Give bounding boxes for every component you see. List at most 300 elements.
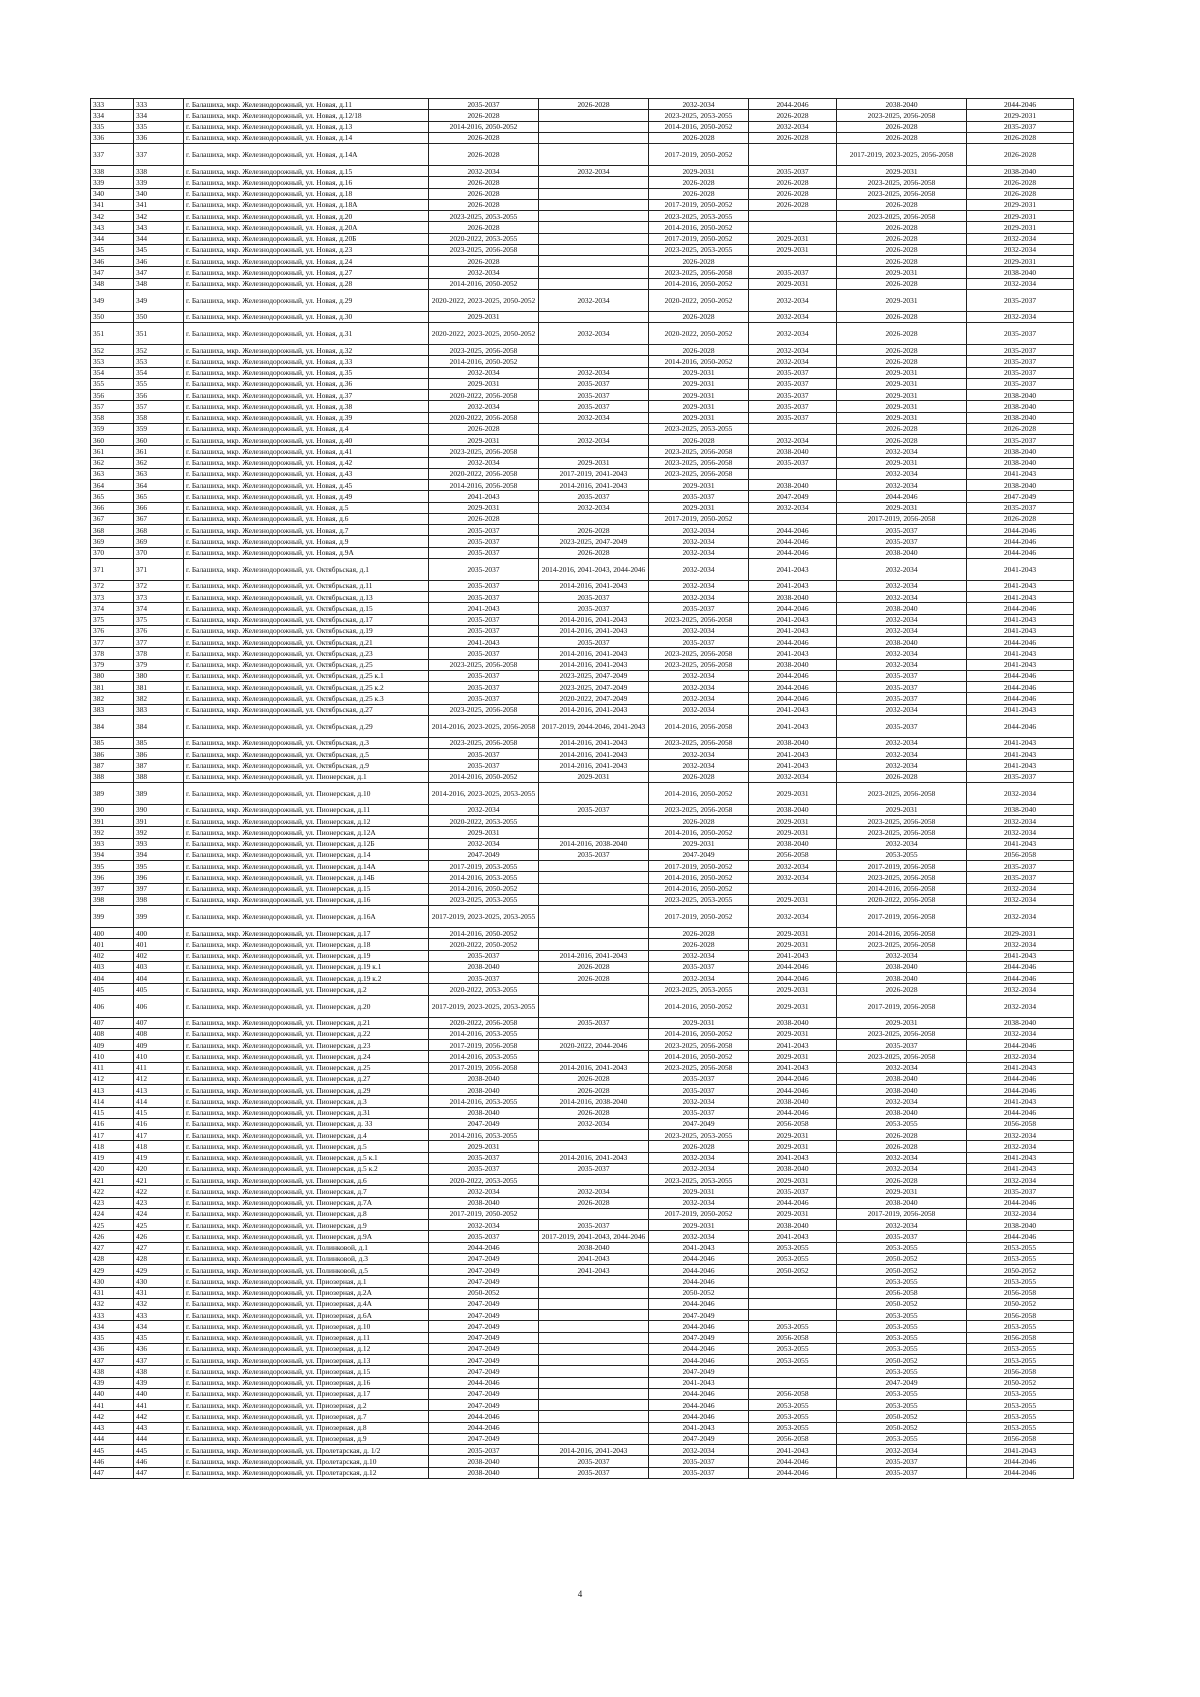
address-cell: г. Балашиха, мкр. Железнодорожный, ул. Новая, д.45 [184, 480, 429, 491]
period-6-cell: 2041-2043 [967, 760, 1074, 771]
row-number-cell: 445 [91, 1445, 134, 1456]
period-5-cell: 2026-2028 [837, 1141, 967, 1152]
house-number-cell: 392 [134, 827, 184, 838]
period-2-cell: 2014-2016, 2038-2040 [539, 838, 649, 849]
period-3-cell: 2044-2046 [649, 1411, 749, 1422]
period-5-cell: 2023-2025, 2056-2058 [837, 177, 967, 188]
table-row [91, 1467, 1074, 1478]
period-1-cell: 2017-2019, 2023-2025, 2053-2055 [429, 906, 539, 928]
period-5-cell: 2026-2028 [837, 423, 967, 434]
house-number-cell: 408 [134, 1028, 184, 1039]
period-1-cell: 2029-2031 [429, 311, 539, 322]
period-2-cell: 2035-2037 [539, 491, 649, 502]
row-number-cell: 372 [91, 580, 134, 591]
page-number: 4 [577, 1589, 583, 1599]
period-5-cell: 2023-2025, 2056-2058 [837, 782, 967, 804]
period-2-cell: 2032-2034 [539, 1186, 649, 1197]
period-6-cell: 2041-2043 [967, 580, 1074, 591]
period-3-cell: 2023-2025, 2056-2058 [649, 614, 749, 625]
address-cell: г. Балашиха, мкр. Железнодорожный, ул. Приозерная, д.6А [184, 1310, 429, 1321]
period-3-cell: 2014-2016, 2050-2052 [649, 121, 749, 132]
period-2-cell: 2017-2019, 2041-2043 [539, 468, 649, 479]
period-3-cell: 2023-2025, 2056-2058 [649, 659, 749, 670]
period-2-cell [539, 827, 649, 838]
table-row [91, 737, 1074, 748]
period-3-cell: 2044-2046 [649, 1400, 749, 1411]
period-2-cell [539, 861, 649, 872]
row-number-cell: 352 [91, 345, 134, 356]
period-5-cell: 2029-2031 [837, 412, 967, 423]
address-cell: г. Балашиха, мкр. Железнодорожный, ул. Октябрьская, д.17 [184, 614, 429, 625]
period-2-cell [539, 1411, 649, 1422]
house-number-cell: 374 [134, 603, 184, 614]
table-row [91, 188, 1074, 199]
period-4-cell: 2026-2028 [749, 177, 837, 188]
house-number-cell: 339 [134, 177, 184, 188]
period-5-cell: 2038-2040 [837, 961, 967, 972]
row-number-cell: 334 [91, 110, 134, 121]
table-row [91, 121, 1074, 132]
period-1-cell: 2032-2034 [429, 838, 539, 849]
house-number-cell: 407 [134, 1017, 184, 1028]
house-number-cell: 367 [134, 513, 184, 524]
period-3-cell: 2032-2034 [649, 625, 749, 636]
period-3-cell: 2026-2028 [649, 435, 749, 446]
period-1-cell: 2035-2037 [429, 1163, 539, 1174]
period-3-cell: 2014-2016, 2050-2052 [649, 278, 749, 289]
address-cell: г. Балашиха, мкр. Железнодорожный, ул. Пионерская, д.11 [184, 804, 429, 815]
period-4-cell [749, 144, 837, 166]
row-number-cell: 433 [91, 1310, 134, 1321]
period-6-cell: 2056-2058 [967, 1366, 1074, 1377]
period-6-cell: 2041-2043 [967, 648, 1074, 659]
address-cell: г. Балашиха, мкр. Железнодорожный, ул. Новая, д.23 [184, 244, 429, 255]
period-3-cell: 2020-2022, 2050-2052 [649, 289, 749, 311]
period-3-cell: 2029-2031 [649, 412, 749, 423]
period-5-cell: 2017-2019, 2023-2025, 2056-2058 [837, 144, 967, 166]
period-2-cell: 2035-2037 [539, 1220, 649, 1231]
period-2-cell: 2029-2031 [539, 771, 649, 782]
period-2-cell: 2026-2028 [539, 1197, 649, 1208]
period-3-cell: 2032-2034 [649, 950, 749, 961]
row-number-cell: 368 [91, 525, 134, 536]
period-4-cell: 2032-2034 [749, 502, 837, 513]
period-6-cell: 2035-2037 [967, 345, 1074, 356]
house-number-cell: 335 [134, 121, 184, 132]
period-5-cell: 2029-2031 [837, 166, 967, 177]
table-row [91, 1175, 1074, 1186]
period-3-cell: 2032-2034 [649, 1445, 749, 1456]
period-2-cell: 2014-2016, 2041-2043 [539, 950, 649, 961]
period-1-cell: 2047-2049 [429, 1298, 539, 1309]
period-2-cell: 2032-2034 [539, 412, 649, 423]
period-1-cell: 2038-2040 [429, 1467, 539, 1478]
period-3-cell: 2044-2046 [649, 1388, 749, 1399]
period-4-cell: 2029-2031 [749, 816, 837, 827]
row-number-cell: 340 [91, 188, 134, 199]
period-2-cell [539, 110, 649, 121]
address-cell: г. Балашиха, мкр. Железнодорожный, ул. Приозерная, д.4А [184, 1298, 429, 1309]
period-1-cell: 2047-2049 [429, 1355, 539, 1366]
address-cell: г. Балашиха, мкр. Железнодорожный, ул. Новая, д.27 [184, 267, 429, 278]
period-5-cell: 2038-2040 [837, 637, 967, 648]
period-1-cell: 2032-2034 [429, 367, 539, 378]
table-row [91, 592, 1074, 603]
period-4-cell: 2053-2055 [749, 1343, 837, 1354]
period-1-cell: 2023-2025, 2056-2058 [429, 659, 539, 670]
period-6-cell: 2026-2028 [967, 132, 1074, 143]
period-5-cell: 2056-2058 [837, 1287, 967, 1298]
period-6-cell: 2044-2046 [967, 525, 1074, 536]
period-1-cell: 2035-2037 [429, 1231, 539, 1242]
period-1-cell: 2014-2016, 2050-2052 [429, 278, 539, 289]
period-1-cell: 2014-2016, 2050-2052 [429, 771, 539, 782]
house-number-cell: 353 [134, 356, 184, 367]
house-number-cell: 399 [134, 906, 184, 928]
period-1-cell: 2032-2034 [429, 1186, 539, 1197]
row-number-cell: 439 [91, 1377, 134, 1388]
period-2-cell: 2014-2016, 2041-2043 [539, 1062, 649, 1073]
table-row [91, 423, 1074, 434]
period-3-cell: 2029-2031 [649, 1186, 749, 1197]
table-row [91, 1253, 1074, 1264]
period-3-cell: 2032-2034 [649, 682, 749, 693]
address-cell: г. Балашиха, мкр. Железнодорожный, ул. Новая, д.40 [184, 435, 429, 446]
period-5-cell: 2026-2028 [837, 323, 967, 345]
row-number-cell: 401 [91, 939, 134, 950]
period-3-cell: 2044-2046 [649, 1276, 749, 1287]
house-number-cell: 346 [134, 256, 184, 267]
house-number-cell: 416 [134, 1118, 184, 1129]
period-4-cell: 2038-2040 [749, 737, 837, 748]
house-number-cell: 354 [134, 367, 184, 378]
period-3-cell: 2041-2043 [649, 1242, 749, 1253]
period-3-cell: 2026-2028 [649, 939, 749, 950]
address-cell: г. Балашиха, мкр. Железнодорожный, ул. Октябрьская, д.11 [184, 580, 429, 591]
row-number-cell: 364 [91, 480, 134, 491]
row-number-cell: 345 [91, 244, 134, 255]
table-row [91, 166, 1074, 177]
row-number-cell: 428 [91, 1253, 134, 1264]
period-4-cell: 2053-2055 [749, 1321, 837, 1332]
row-number-cell: 357 [91, 401, 134, 412]
period-4-cell [749, 513, 837, 524]
period-3-cell: 2023-2025, 2053-2055 [649, 244, 749, 255]
period-3-cell: 2023-2025, 2056-2058 [649, 457, 749, 468]
address-cell: г. Балашиха, мкр. Железнодорожный, ул. Октябрьская, д.13 [184, 592, 429, 603]
period-6-cell: 2041-2043 [967, 659, 1074, 670]
period-2-cell [539, 1366, 649, 1377]
table-row [91, 659, 1074, 670]
row-number-cell: 359 [91, 423, 134, 434]
period-2-cell: 2026-2028 [539, 525, 649, 536]
period-4-cell [749, 211, 837, 222]
period-3-cell: 2035-2037 [649, 1467, 749, 1478]
house-number-cell: 393 [134, 838, 184, 849]
period-4-cell: 2041-2043 [749, 648, 837, 659]
period-1-cell: 2035-2037 [429, 648, 539, 659]
period-5-cell: 2023-2025, 2056-2058 [837, 1028, 967, 1039]
period-2-cell: 2026-2028 [539, 99, 649, 110]
house-number-cell: 377 [134, 637, 184, 648]
period-4-cell [749, 256, 837, 267]
period-4-cell [749, 883, 837, 894]
house-number-cell: 375 [134, 614, 184, 625]
period-6-cell: 2053-2055 [967, 1242, 1074, 1253]
period-2-cell [539, 446, 649, 457]
house-number-cell: 369 [134, 536, 184, 547]
period-4-cell: 2026-2028 [749, 188, 837, 199]
period-4-cell: 2038-2040 [749, 659, 837, 670]
row-number-cell: 394 [91, 849, 134, 860]
row-number-cell: 404 [91, 973, 134, 984]
address-cell: г. Балашиха, мкр. Железнодорожный, ул. Новая, д.49 [184, 491, 429, 502]
period-6-cell: 2056-2058 [967, 1332, 1074, 1343]
table-row [91, 222, 1074, 233]
address-cell: г. Балашиха, мкр. Железнодорожный, ул. Приозерная, д.12 [184, 1343, 429, 1354]
period-3-cell: 2023-2025, 2053-2055 [649, 1130, 749, 1141]
house-number-cell: 413 [134, 1085, 184, 1096]
house-number-cell: 350 [134, 311, 184, 322]
period-5-cell: 2026-2028 [837, 311, 967, 322]
address-cell: г. Балашиха, мкр. Железнодорожный, ул. Новая, д.37 [184, 390, 429, 401]
address-cell: г. Балашиха, мкр. Железнодорожный, ул. Пионерская, д.17 [184, 928, 429, 939]
period-2-cell: 2035-2037 [539, 1467, 649, 1478]
table-row [91, 580, 1074, 591]
period-3-cell: 2044-2046 [649, 1298, 749, 1309]
period-6-cell: 2053-2055 [967, 1355, 1074, 1366]
period-2-cell: 2029-2031 [539, 457, 649, 468]
table-row [91, 256, 1074, 267]
address-cell: г. Балашиха, мкр. Железнодорожный, ул. Пионерская, д.27 [184, 1073, 429, 1084]
table-row [91, 625, 1074, 636]
period-4-cell: 2044-2046 [749, 525, 837, 536]
address-cell: г. Балашиха, мкр. Железнодорожный, ул. Новая, д.31 [184, 323, 429, 345]
address-cell: г. Балашиха, мкр. Железнодорожный, ул. Пионерская, д.12А [184, 827, 429, 838]
period-3-cell: 2023-2025, 2056-2058 [649, 1062, 749, 1073]
address-cell: г. Балашиха, мкр. Железнодорожный, ул. Октябрьская, д.25 к.1 [184, 670, 429, 681]
period-2-cell [539, 199, 649, 210]
row-number-cell: 440 [91, 1388, 134, 1399]
address-cell: г. Балашиха, мкр. Железнодорожный, ул. Новая, д.4 [184, 423, 429, 434]
period-1-cell: 2035-2037 [429, 547, 539, 558]
period-2-cell: 2035-2037 [539, 592, 649, 603]
address-cell: г. Балашиха, мкр. Железнодорожный, ул. Пролетарская, д. 1/2 [184, 1445, 429, 1456]
period-1-cell: 2032-2034 [429, 267, 539, 278]
house-number-cell: 401 [134, 939, 184, 950]
period-5-cell: 2053-2055 [837, 1310, 967, 1321]
table-row [91, 211, 1074, 222]
period-6-cell: 2050-2052 [967, 1377, 1074, 1388]
period-4-cell: 2032-2034 [749, 861, 837, 872]
row-number-cell: 342 [91, 211, 134, 222]
address-cell: г. Балашиха, мкр. Железнодорожный, ул. Приозерная, д.7 [184, 1411, 429, 1422]
house-number-cell: 389 [134, 782, 184, 804]
period-3-cell: 2047-2049 [649, 1433, 749, 1444]
period-2-cell: 2032-2034 [539, 502, 649, 513]
period-2-cell: 2041-2043 [539, 1253, 649, 1264]
table-row [91, 311, 1074, 322]
period-6-cell: 2038-2040 [967, 267, 1074, 278]
row-number-cell: 335 [91, 121, 134, 132]
period-2-cell [539, 311, 649, 322]
house-number-cell: 379 [134, 659, 184, 670]
period-6-cell: 2041-2043 [967, 614, 1074, 625]
period-2-cell [539, 1175, 649, 1186]
table-row [91, 323, 1074, 345]
house-number-cell: 362 [134, 457, 184, 468]
period-4-cell: 2044-2046 [749, 603, 837, 614]
row-number-cell: 360 [91, 435, 134, 446]
period-6-cell: 2029-2031 [967, 199, 1074, 210]
table-row [91, 468, 1074, 479]
house-number-cell: 344 [134, 233, 184, 244]
period-2-cell: 2014-2016, 2041-2043 [539, 704, 649, 715]
period-4-cell: 2041-2043 [749, 580, 837, 591]
house-number-cell: 428 [134, 1253, 184, 1264]
period-6-cell: 2035-2037 [967, 367, 1074, 378]
period-6-cell: 2050-2052 [967, 1298, 1074, 1309]
period-1-cell: 2035-2037 [429, 614, 539, 625]
period-5-cell: 2023-2025, 2056-2058 [837, 211, 967, 222]
address-cell: г. Балашиха, мкр. Железнодорожный, ул. Приозерная, д.2 [184, 1400, 429, 1411]
house-number-cell: 351 [134, 323, 184, 345]
period-1-cell: 2020-2022, 2056-2058 [429, 390, 539, 401]
table-row [91, 1186, 1074, 1197]
period-6-cell: 2032-2034 [967, 1130, 1074, 1141]
house-number-cell: 340 [134, 188, 184, 199]
period-5-cell: 2035-2037 [837, 682, 967, 693]
period-1-cell: 2035-2037 [429, 693, 539, 704]
period-6-cell: 2053-2055 [967, 1400, 1074, 1411]
period-6-cell: 2035-2037 [967, 1186, 1074, 1197]
period-1-cell: 2038-2040 [429, 1073, 539, 1084]
address-cell: г. Балашиха, мкр. Железнодорожный, ул. Пионерская, д.21 [184, 1017, 429, 1028]
address-cell: г. Балашиха, мкр. Железнодорожный, ул. Пионерская, д.16 [184, 894, 429, 905]
period-3-cell: 2044-2046 [649, 1321, 749, 1332]
period-3-cell: 2014-2016, 2056-2058 [649, 715, 749, 737]
period-1-cell: 2032-2034 [429, 166, 539, 177]
address-cell: г. Балашиха, мкр. Железнодорожный, ул. Октябрьская, д.25 [184, 659, 429, 670]
period-1-cell: 2020-2022, 2053-2055 [429, 984, 539, 995]
period-6-cell: 2032-2034 [967, 1051, 1074, 1062]
period-2-cell [539, 244, 649, 255]
period-3-cell: 2029-2031 [649, 480, 749, 491]
address-cell: г. Балашиха, мкр. Железнодорожный, ул. Пионерская, д.12 [184, 816, 429, 827]
period-2-cell: 2026-2028 [539, 1107, 649, 1118]
period-6-cell: 2044-2046 [967, 1467, 1074, 1478]
period-4-cell: 2038-2040 [749, 1017, 837, 1028]
row-number-cell: 406 [91, 995, 134, 1017]
period-4-cell: 2044-2046 [749, 961, 837, 972]
period-4-cell: 2029-2031 [749, 1051, 837, 1062]
period-6-cell: 2035-2037 [967, 872, 1074, 883]
period-6-cell: 2038-2040 [967, 401, 1074, 412]
period-5-cell: 2050-2052 [837, 1422, 967, 1433]
period-2-cell: 2026-2028 [539, 1073, 649, 1084]
period-1-cell: 2050-2052 [429, 1287, 539, 1298]
period-5-cell: 2032-2034 [837, 1163, 967, 1174]
address-cell: г. Балашиха, мкр. Железнодорожный, ул. Новая, д.38 [184, 401, 429, 412]
house-number-cell: 443 [134, 1422, 184, 1433]
period-6-cell: 2032-2034 [967, 1175, 1074, 1186]
row-number-cell: 438 [91, 1366, 134, 1377]
house-number-cell: 444 [134, 1433, 184, 1444]
row-number-cell: 346 [91, 256, 134, 267]
table-row [91, 760, 1074, 771]
address-cell: г. Балашиха, мкр. Железнодорожный, ул. Новая, д.13 [184, 121, 429, 132]
address-cell: г. Балашиха, мкр. Железнодорожный, ул. Приозерная, д.1 [184, 1276, 429, 1287]
house-number-cell: 414 [134, 1096, 184, 1107]
period-6-cell: 2047-2049 [967, 491, 1074, 502]
period-3-cell: 2035-2037 [649, 961, 749, 972]
period-5-cell: 2026-2028 [837, 256, 967, 267]
period-3-cell: 2029-2031 [649, 502, 749, 513]
table-row [91, 939, 1074, 950]
period-4-cell: 2053-2055 [749, 1355, 837, 1366]
row-number-cell: 442 [91, 1411, 134, 1422]
table-row [91, 356, 1074, 367]
house-number-cell: 417 [134, 1130, 184, 1141]
period-4-cell: 2026-2028 [749, 132, 837, 143]
period-5-cell: 2032-2034 [837, 648, 967, 659]
period-6-cell: 2038-2040 [967, 457, 1074, 468]
table-row [91, 1310, 1074, 1321]
period-2-cell [539, 1276, 649, 1287]
period-5-cell: 2047-2049 [837, 1377, 967, 1388]
house-number-cell: 426 [134, 1231, 184, 1242]
period-6-cell: 2035-2037 [967, 378, 1074, 389]
row-number-cell: 391 [91, 816, 134, 827]
table-row [91, 1231, 1074, 1242]
period-6-cell: 2032-2034 [967, 939, 1074, 950]
house-number-cell: 383 [134, 704, 184, 715]
period-6-cell: 2032-2034 [967, 984, 1074, 995]
table-row [91, 1028, 1074, 1039]
period-6-cell: 2026-2028 [967, 188, 1074, 199]
period-5-cell: 2035-2037 [837, 693, 967, 704]
period-4-cell: 2053-2055 [749, 1242, 837, 1253]
period-4-cell: 2044-2046 [749, 1197, 837, 1208]
table-row [91, 950, 1074, 961]
period-2-cell [539, 222, 649, 233]
row-number-cell: 424 [91, 1208, 134, 1219]
period-2-cell: 2032-2034 [539, 1118, 649, 1129]
period-2-cell: 2026-2028 [539, 961, 649, 972]
row-number-cell: 393 [91, 838, 134, 849]
period-6-cell: 2032-2034 [967, 827, 1074, 838]
period-6-cell: 2041-2043 [967, 1445, 1074, 1456]
period-1-cell: 2020-2022, 2023-2025, 2050-2052 [429, 289, 539, 311]
period-3-cell: 2032-2034 [649, 99, 749, 110]
row-number-cell: 356 [91, 390, 134, 401]
address-cell: г. Балашиха, мкр. Железнодорожный, ул. Пролетарская, д.12 [184, 1467, 429, 1478]
house-number-cell: 411 [134, 1062, 184, 1073]
period-2-cell: 2035-2037 [539, 1456, 649, 1467]
table-row [91, 1141, 1074, 1152]
period-1-cell: 2014-2016, 2023-2025, 2056-2058 [429, 715, 539, 737]
period-6-cell: 2035-2037 [967, 323, 1074, 345]
row-number-cell: 429 [91, 1265, 134, 1276]
period-5-cell: 2026-2028 [837, 1175, 967, 1186]
period-6-cell: 2044-2046 [967, 536, 1074, 547]
period-5-cell: 2038-2040 [837, 1107, 967, 1118]
period-4-cell [749, 1366, 837, 1377]
house-number-cell: 447 [134, 1467, 184, 1478]
period-6-cell: 2041-2043 [967, 625, 1074, 636]
row-number-cell: 371 [91, 558, 134, 580]
period-5-cell: 2032-2034 [837, 592, 967, 603]
